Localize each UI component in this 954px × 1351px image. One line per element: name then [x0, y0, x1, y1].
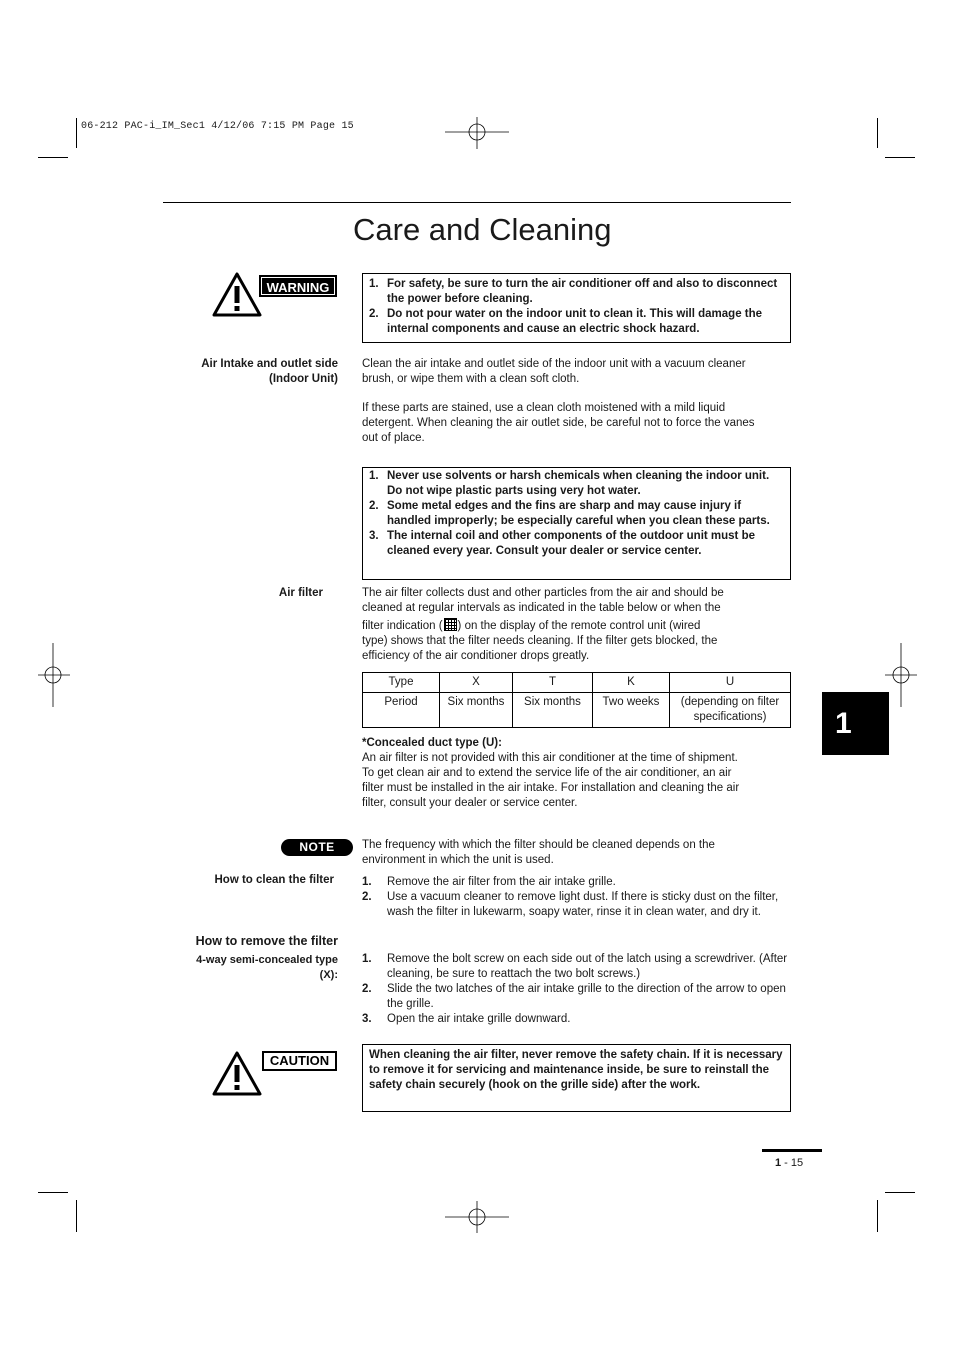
caution-triangle-icon [211, 1050, 263, 1097]
registration-mark-top [445, 117, 509, 149]
title-rule [163, 202, 791, 203]
filter-cleaning-table [362, 672, 791, 728]
list-item: 2. Use a vacuum cleaner to remove light dust. If there is sticky dust on the filter, wash the filter in lukewarm, soapy water, rinse it in clean water, and dry it. [362, 891, 779, 918]
concealed-duct-text: An air filter is not provided with this air conditioner at the time of shipment. To get clean air and to extend the service life of the air conditioner, an air filter must be installed in the air intake. For installation and cleaning the air filter, consult your dealer or service center. [362, 752, 740, 809]
caution-badge: CAUTION [262, 1051, 337, 1071]
filter-indicator-icon [444, 618, 457, 631]
section-tab: 1 [822, 692, 889, 755]
air-intake-para-1: Clean the air intake and outlet side of the indoor unit with a vacuum cleaner brush, or wipe them with a clean soft cloth. [362, 358, 746, 385]
list-item: 2. Slide the two latches of the air intake grille to the direction of the arrow to open the grille. [362, 983, 786, 1010]
warning-triangle-icon [211, 271, 263, 318]
concealed-duct-heading: *Concealed duct type (U): [362, 737, 502, 749]
page-title: Care and Cleaning [353, 212, 612, 247]
table-row: Period Six months Six months Two weeks (depending on filter specifications) [363, 693, 791, 728]
list-item: 3. Open the air intake grille downward. [362, 1013, 571, 1025]
concealed-duct-section [362, 736, 742, 811]
note-text: The frequency with which the filter should be cleaned depends on the environment in which the unit is used. [362, 839, 715, 866]
list-item: 2. Do not pour water on the indoor unit to clean it. This will damage the internal components and cause an electric shock hazard. [369, 308, 763, 335]
how-to-clean-label: How to clean the filter [214, 874, 334, 886]
list-item: 1. Never use solvents or harsh chemicals when cleaning the indoor unit. Do not wipe plastic parts using very hot water. [369, 470, 770, 497]
list-item: 2. Some metal edges and the fins are sharp and may cause injury if handled improperly; be especially careful when you clean these parts. [369, 500, 770, 527]
how-to-remove-label: How to remove the filter [195, 934, 338, 948]
how-to-clean-steps [362, 875, 790, 920]
warning-box [362, 273, 791, 343]
air-intake-para-2: If these parts are stained, use a clean cloth moistened with a mild liquid detergent. When cleaning the air outlet side, be careful not to force the vanes out of place. [362, 402, 755, 444]
warning-badge: WARNING [259, 275, 337, 297]
page-number: 1 - 15 [775, 1157, 804, 1169]
list-item: 1. Remove the air filter from the air intake grille. [362, 876, 616, 888]
caution-box: When cleaning the air filter, never remove the safety chain. If it is necessary to remove it for servicing and maintenance inside, be sure to reinstall the safety chain securely (hook on the grille side) after the work. [362, 1044, 791, 1112]
air-filter-label: Air filter [278, 587, 323, 599]
list-item: 1. For safety, be sure to turn the air conditioner off and also to disconnect the power before cleaning. [369, 278, 778, 305]
table-header-row: Type X T K U [363, 673, 791, 693]
print-slug-line: 06-212 PAC-i_IM_Sec1 4/12/06 7:15 PM Page 15 [81, 121, 354, 132]
registration-mark-left [38, 643, 70, 707]
how-to-remove-steps [362, 952, 790, 1027]
list-item: 1. Remove the bolt screw on each side out of the latch using a screwdriver. (After cleaning, be sure to reattach the two bolt screws.) [362, 953, 788, 980]
semi-concealed-type-label: 4-way semi-concealed type (X): [196, 954, 338, 981]
cleaning-cautions-box [362, 467, 791, 580]
page-number-rule [762, 1149, 822, 1152]
note-badge: NOTE [281, 839, 353, 856]
registration-mark-right [885, 643, 917, 707]
air-filter-para: The air filter collects dust and other particles from the air and should be cleaned at regular intervals as indicated in the table below or when the filter indication ( ) on the display of the remote control unit (wired type) shows that the filter needs cleaning. If the filter gets blocked, the efficiency of the air conditioner drops greatly. [362, 587, 724, 662]
air-intake-label: Air Intake and outlet side (Indoor Unit) [201, 358, 338, 385]
list-item: 3. The internal coil and other components of the outdoor unit must be cleaned every year. Consult your dealer or service center. [369, 530, 755, 557]
registration-mark-bottom [445, 1201, 509, 1233]
